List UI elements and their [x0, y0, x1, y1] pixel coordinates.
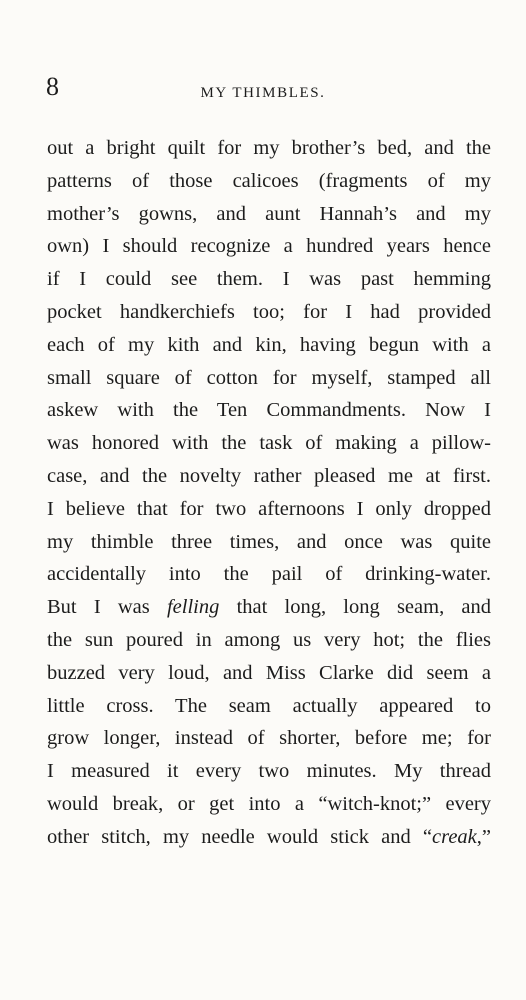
text-line: I believe that for two afternoons I only dropped [47, 497, 491, 520]
text-segment: other stitch, my needle would stick and “ [47, 825, 432, 848]
text-segment: that long, long seam, and [219, 596, 492, 619]
text-line: each of my kith and kin, having begun with a [47, 333, 491, 356]
text-line: own) I should recognize a hundred years hence [47, 235, 491, 258]
text-line: mother’s gowns, and aunt Hannah’s and my [47, 202, 491, 225]
italic-word: felling [166, 596, 220, 619]
text-line: buzzed very loud, and Miss Clarke did seem a [47, 661, 491, 684]
text-line: I measured it every two minutes. My thread [47, 760, 491, 783]
text-line: pocket handkerchiefs too; for I had provided [47, 300, 491, 323]
text-line: would break, or get into a “witch-knot;” every [47, 792, 491, 815]
text-line: small square of cotton for myself, stamped all [47, 366, 491, 389]
text-line: case, and the novelty rather pleased me at first. [47, 464, 491, 487]
text-line: was honored with the task of making a pillow- [47, 432, 491, 455]
text-line: patterns of those calicoes (fragments of my [47, 169, 491, 192]
text-line: little cross. The seam actually appeared to [47, 694, 491, 717]
text-segment: ,” [476, 825, 491, 848]
text-line: my thimble three times, and once was quite [47, 530, 491, 553]
text-line: askew with the Ten Commandments. Now I [47, 399, 491, 422]
text-line [47, 591, 491, 624]
text-line: grow longer, instead of shorter, before me; for [47, 727, 491, 750]
text-segment: But I was [47, 596, 167, 619]
body-text [47, 132, 491, 854]
text-line: accidentally into the pail of drinking-water. [47, 563, 491, 586]
text-line: the sun poured in among us very hot; the flies [47, 628, 491, 651]
page-number: 8 [46, 72, 59, 101]
text-line [47, 821, 491, 854]
text-line: out a bright quilt for my brother’s bed, and the [47, 137, 491, 159]
running-head: MY THIMBLES. [200, 85, 326, 101]
italic-word: creak [432, 825, 477, 848]
text-line: if I could see them. I was past hemming [47, 268, 491, 291]
